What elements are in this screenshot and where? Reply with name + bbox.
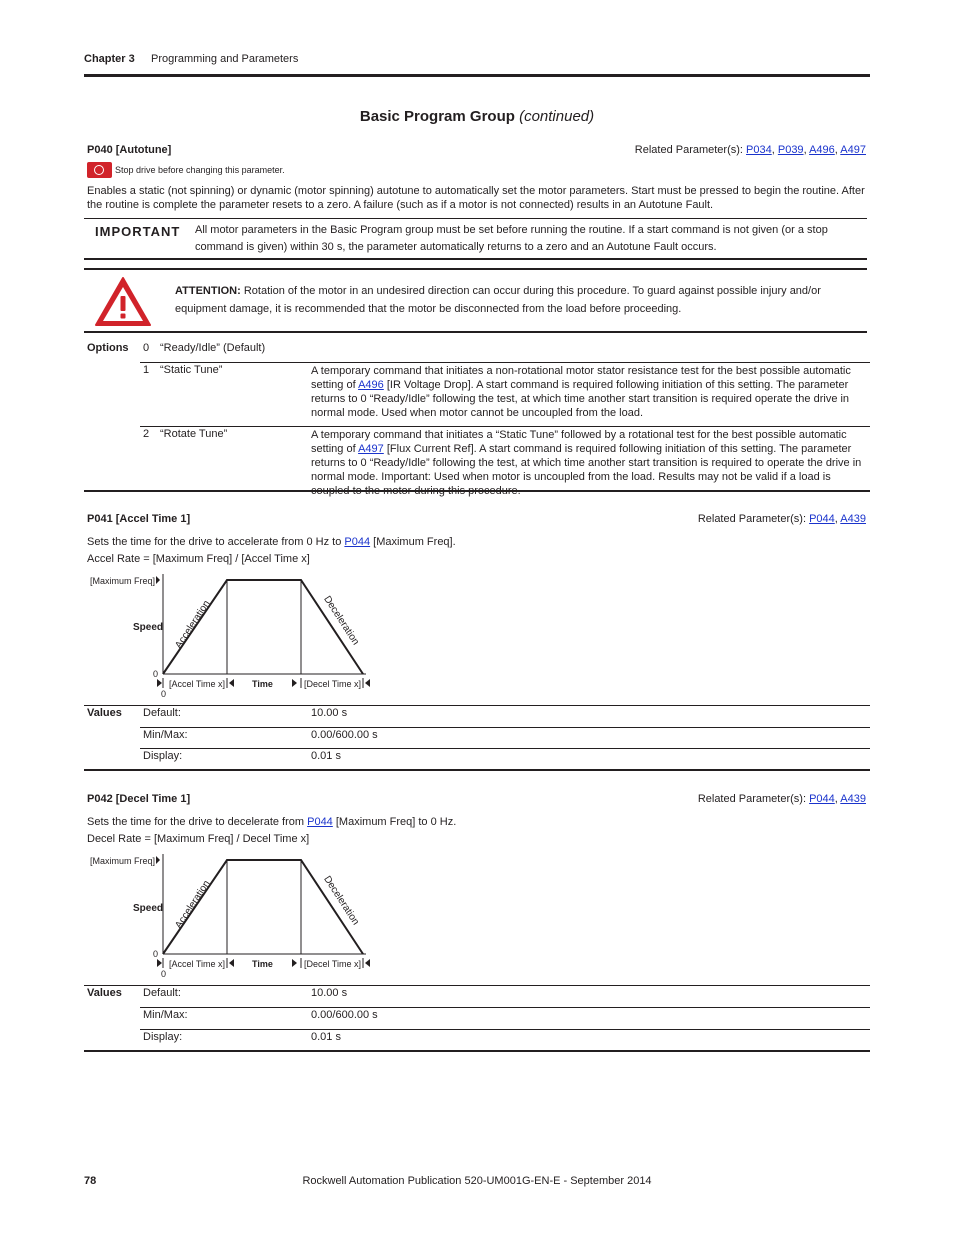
related-label: Related Parameter(s):: [697, 513, 810, 525]
p041-values-label: Values: [87, 707, 122, 719]
option-1-number: 1: [143, 364, 150, 376]
p042-end-rule: [84, 1050, 870, 1052]
p042-default-value: 10.00 s: [311, 987, 348, 999]
p042-minmax-label: Min/Max:: [143, 1009, 188, 1021]
values-row-rule: [140, 748, 870, 749]
p041-minmax-label: Min/Max:: [143, 729, 188, 741]
related-label: Related Parameter(s):: [697, 793, 810, 805]
diagram-max-freq-label: [Maximum Freq]: [90, 576, 156, 586]
p042-display-label: Display:: [143, 1031, 183, 1043]
related-link-a497[interactable]: A497: [840, 144, 866, 156]
diagram-time-label: Time: [252, 959, 273, 969]
p041-title: P041 [Accel Time 1]: [87, 513, 191, 525]
diagram-zero-label: 0: [153, 949, 159, 959]
options-row-rule: [140, 426, 870, 427]
important-bottom-rule: [84, 258, 867, 260]
p041-related: Related Parameter(s): P044, A439: [697, 513, 866, 525]
p042-description: [87, 815, 867, 829]
diagram-max-freq-label: [Maximum Freq]: [90, 856, 156, 866]
p041-minmax-value: 0.00/600.00 s: [311, 729, 378, 741]
option-2-desc-text-2: [Flux Current Ref]. A start command is required following initiation of this setting. The parameter returns to 0 “Ready/Idle” following the test, at which time another start transition is required to operate the drive in normal mode. Important: Used when motor is uncoupled from the load. Results may not be valid if a load is: [311, 443, 862, 483]
option-1-link-a496[interactable]: A496: [358, 379, 384, 391]
header-rule: [84, 74, 870, 77]
stop-drive-icon: [87, 162, 112, 178]
diagram-decel-label: Deceleration: [321, 594, 362, 648]
diagram-speed-label: Speed: [133, 903, 164, 914]
diagram-time-label: Time: [252, 679, 273, 689]
publication-info: Rockwell Automation Publication 520-UM001G-EN-E - September 2014: [302, 1175, 652, 1187]
values-top-rule: [84, 705, 870, 706]
related-link-p044[interactable]: P044: [809, 513, 835, 525]
attention-label: ATTENTION:: [175, 285, 241, 297]
p041-desc-text: Sets the time for the drive to accelerate from 0 Hz to: [87, 536, 345, 548]
p041-formula: Accel Rate = [Maximum Freq] / [Accel Time x]: [87, 553, 310, 565]
diagram-origin-label: 0: [161, 969, 167, 979]
important-top-rule: [84, 218, 867, 219]
p042-minmax-value: 0.00/600.00 s: [311, 1009, 378, 1021]
option-1-desc-text-2: [IR Voltage Drop]. A start command is required following initiation of this setting. The parameter returns to 0 “Ready/Idle” following the test, at which time another start transition is required operate the drive in normal mode. Used when motor cannot be uncoupled from the load.: [311, 379, 850, 419]
option-1-description: [311, 364, 867, 420]
option-2-link-a497[interactable]: A497: [358, 443, 384, 455]
group-title-main: Basic Program Group: [359, 108, 515, 125]
accel-decel-diagram-p042: [84, 850, 384, 980]
p042-link-p044[interactable]: P044: [307, 816, 333, 828]
diagram-zero-label: 0: [153, 669, 159, 679]
p040-title: P040 [Autotune]: [87, 144, 172, 156]
warning-triangle-icon: [94, 276, 152, 328]
p040-related: Related Parameter(s): P034, P039, A496, A497: [634, 144, 866, 156]
p040-description: Enables a static (not spinning) or dynamic (motor spinning) autotune to automatically set the motor parameters. Start must be pressed to begin the routine. After the routine is complete the parameter resets to a zero. A failure (such as if a motor is not connected) results in an Autotune Fault.: [87, 185, 865, 211]
page-number: 78: [84, 1175, 97, 1187]
diagram-accel-time-label: [Accel Time x]: [169, 959, 226, 969]
p040-end-rule: [84, 490, 870, 492]
attention-bottom-rule: [84, 331, 867, 333]
accel-decel-diagram-p041: [84, 570, 384, 700]
option-0-number: 0: [143, 342, 150, 354]
p042-desc-text-2: [Maximum Freq] to 0 Hz.: [332, 816, 457, 828]
diagram-origin-label: 0: [161, 689, 167, 699]
related-link-a439[interactable]: A439: [840, 793, 866, 805]
p041-description: [87, 535, 867, 549]
values-row-rule: [140, 1007, 870, 1008]
p042-title: P042 [Decel Time 1]: [87, 793, 191, 805]
diagram-accel-label: Acceleration: [173, 878, 213, 931]
p041-display-value: 0.01 s: [311, 750, 341, 762]
p041-default-value: 10.00 s: [311, 707, 348, 719]
values-row-rule: [140, 1029, 870, 1030]
attention-body: Rotation of the motor in an undesired direction can occur during this procedure. To guard against possible injury and/or equipment damage, it is recommended that the motor be disconnected from the load before proceeding.: [175, 285, 821, 315]
diagram-accel-label: Acceleration: [173, 598, 213, 651]
attention-text: [175, 282, 865, 318]
options-label: Options: [87, 342, 129, 354]
related-link-p034[interactable]: P034: [746, 144, 772, 156]
group-title: [84, 108, 870, 125]
chapter-label: Chapter 3: [84, 53, 135, 65]
attention-top-rule: [84, 268, 867, 270]
p041-display-label: Display:: [143, 750, 183, 762]
p041-desc-text-2: [Maximum Freq].: [370, 536, 456, 548]
p041-end-rule: [84, 769, 870, 771]
diagram-decel-time-label: [Decel Time x]: [304, 959, 362, 969]
p041-link-p044[interactable]: P044: [344, 536, 371, 548]
p042-display-value: 0.01 s: [311, 1031, 341, 1043]
related-label: Related Parameter(s):: [634, 144, 747, 156]
p041-default-label: Default:: [143, 707, 181, 719]
p042-values-label: Values: [87, 987, 122, 999]
group-title-suffix: (continued): [519, 108, 595, 125]
values-top-rule: [84, 985, 870, 986]
option-2-desc-text: A temporary command that initiates a “Static Tune” followed by a rotational test for the best possible automatic setting of: [311, 429, 847, 455]
options-row-rule: [140, 362, 870, 363]
option-1-desc-text: A temporary command that initiates a non-rotational motor stator resistance test for the best possible automatic setting of: [311, 365, 851, 391]
p042-desc-text: Sets the time for the drive to decelerate from: [87, 816, 308, 828]
option-2-name: “Rotate Tune”: [160, 428, 228, 440]
important-label: IMPORTANT: [95, 224, 181, 239]
diagram-decel-label: Deceleration: [321, 874, 362, 928]
related-link-a496[interactable]: A496: [809, 144, 835, 156]
section-label: Programming and Parameters: [151, 53, 299, 65]
diagram-accel-time-label: [Accel Time x]: [169, 679, 226, 689]
diagram-decel-time-label: [Decel Time x]: [304, 679, 362, 689]
p042-formula: Decel Rate = [Maximum Freq] / Decel Time x]: [87, 833, 310, 845]
important-text: All motor parameters in the Basic Program group must be set before running the routine. If a start command is not given (or a stop command is given) within 30 s, the parameter automatically returns to a zero and an Autotune Fault occurs.: [195, 224, 828, 253]
option-0-name: “Ready/Idle” (Default): [160, 342, 266, 354]
stop-note: Stop drive before changing this parameter.: [115, 165, 285, 175]
related-link-p039[interactable]: P039: [777, 144, 804, 156]
diagram-speed-label: Speed: [133, 622, 164, 633]
option-1-name: “Static Tune”: [160, 364, 223, 376]
option-2-number: 2: [143, 428, 150, 440]
p042-default-label: Default:: [143, 987, 181, 999]
option-2-description: [311, 428, 867, 498]
values-row-rule: [140, 727, 870, 728]
p042-related: Related Parameter(s): P044, A439: [697, 793, 866, 805]
related-link-p044[interactable]: P044: [809, 793, 835, 805]
related-link-a439[interactable]: A439: [840, 513, 866, 525]
